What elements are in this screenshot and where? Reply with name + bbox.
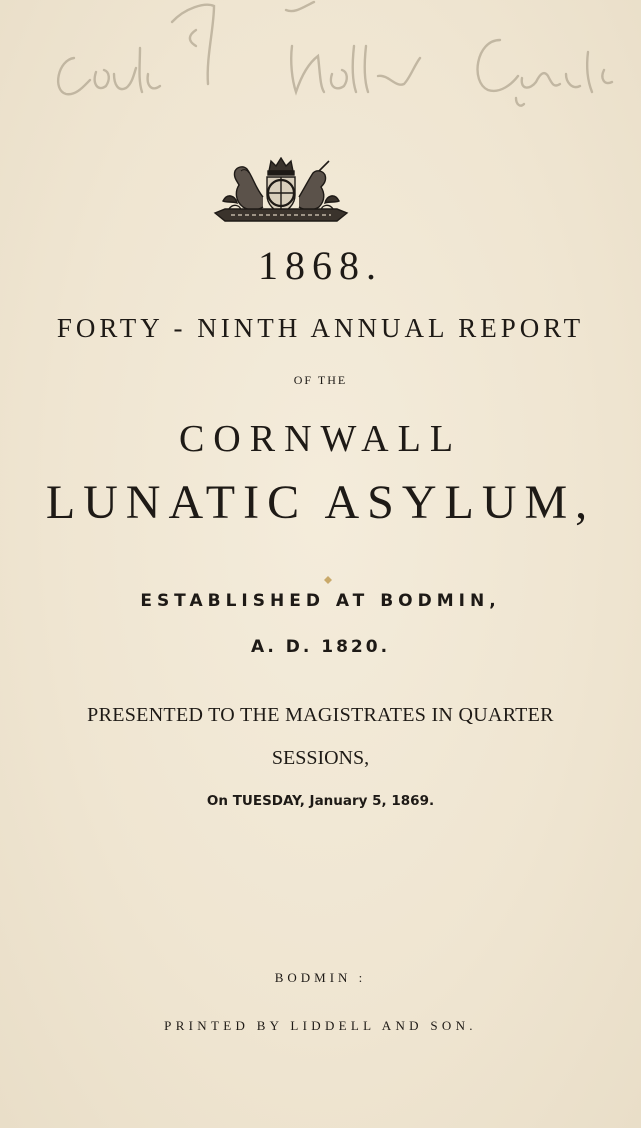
institution-name: LUNATIC ASYLUM,	[45, 476, 596, 529]
of-the-text: OF THE	[293, 373, 348, 387]
handwritten-pencil-note	[0, 0, 641, 110]
diamond-ornament-icon	[324, 576, 332, 584]
county-name: CORNWALL	[178, 418, 463, 460]
royal-coat-of-arms-icon	[213, 157, 349, 223]
presented-line: PRESENTED TO THE MAGISTRATES IN QUARTER	[87, 704, 554, 726]
imprint-place: BODMIN :	[274, 970, 367, 985]
established-line: ESTABLISHED AT BODMIN,	[140, 591, 501, 611]
imprint-printer: PRINTED BY LIDDELL AND SON.	[164, 1018, 477, 1033]
meeting-date: On TUESDAY, January 5, 1869.	[206, 793, 435, 809]
sessions-line: SESSIONS,	[271, 747, 370, 769]
year: 1868.	[258, 243, 383, 288]
founding-date: A. D. 1820.	[250, 637, 391, 657]
report-title: FORTY - NINTH ANNUAL REPORT	[56, 313, 585, 343]
